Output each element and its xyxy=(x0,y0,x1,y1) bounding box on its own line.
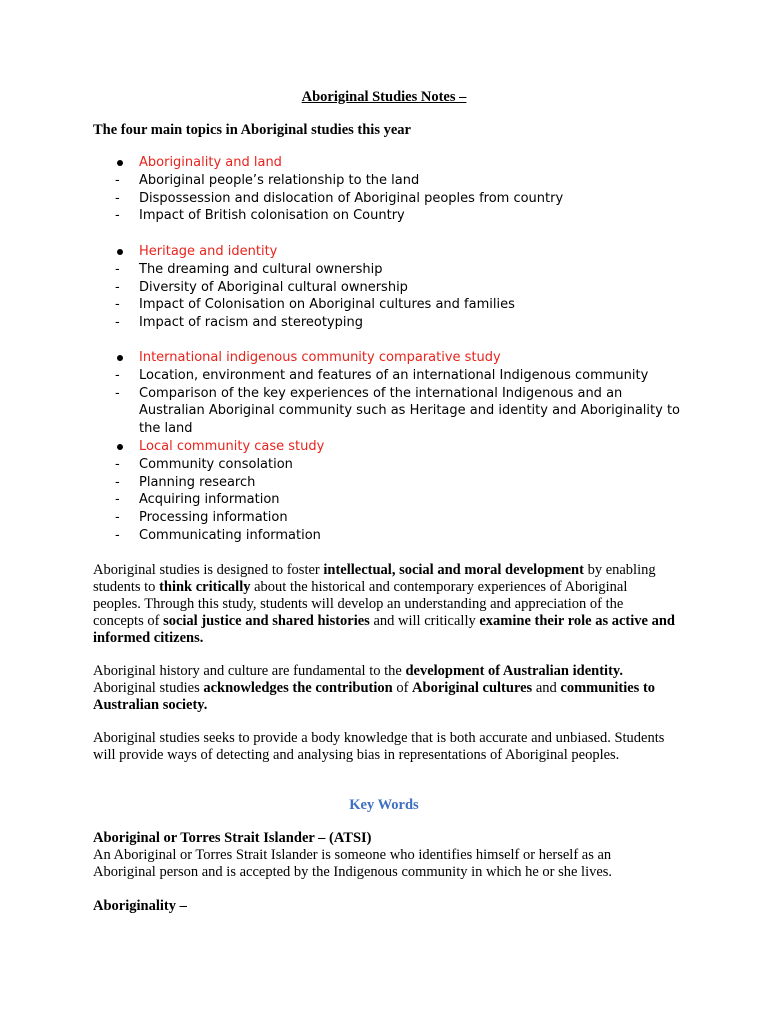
dash-marker: - xyxy=(115,367,120,383)
dash-marker: - xyxy=(115,261,120,277)
list-item xyxy=(111,279,691,297)
list-item-text: Location, environment and features of an international Indigenous community xyxy=(139,367,649,383)
list-item xyxy=(111,367,691,385)
keyword-definition-atsi: An Aboriginal or Torres Strait Islander is someone who identifies himself or herself as an Aboriginal person and is accepted by the Indigenous community in which he or she lives. xyxy=(93,847,613,880)
dash-marker: - xyxy=(115,510,120,526)
paragraph-purpose: Aboriginal studies is designed to foster intellectual, social and moral development by enabling students to think critically about the historical and contemporary experiences of Aboriginal peoples. Through this study, students will develop an understanding and appreciation of the concepts of social justice and shared histories and will critically examine their role as active and informed citizens. xyxy=(93,562,675,646)
list-item-text: Impact of Colonisation on Aboriginal cultures and families xyxy=(139,297,515,313)
list-item xyxy=(111,385,691,438)
topic-list-heritage-and-identity xyxy=(111,243,691,332)
keyword-term-atsi: Aboriginal or Torres Strait Islander – (ATSI) xyxy=(93,830,372,846)
topic-heading-row xyxy=(111,154,691,172)
list-item-text: Dispossession and dislocation of Aboriginal peoples from country xyxy=(139,190,564,206)
topic-list-aboriginality-and-land xyxy=(111,154,691,225)
list-item-text: Aboriginal people’s relationship to the land xyxy=(139,172,420,188)
list-item xyxy=(111,296,691,314)
list-item-text: Acquiring information xyxy=(139,492,280,508)
bullet-marker xyxy=(111,154,139,172)
subtitle: The four main topics in Aboriginal studies this year xyxy=(93,122,411,138)
list-item xyxy=(111,474,691,492)
topic-heading-row xyxy=(111,243,691,261)
dash-marker: - xyxy=(115,385,120,401)
dash-marker: - xyxy=(115,492,120,508)
list-item xyxy=(111,509,691,527)
list-item-text: Planning research xyxy=(139,474,256,490)
list-item-text: Communicating information xyxy=(139,527,321,543)
list-item xyxy=(111,314,691,332)
topic-list-local-case-study xyxy=(111,438,691,545)
list-item-text: Community consolation xyxy=(139,456,293,472)
list-item-text: Diversity of Aboriginal cultural ownership xyxy=(139,279,408,295)
topic-list-international-study xyxy=(111,349,691,438)
bullet-marker xyxy=(111,438,139,456)
dash-marker: - xyxy=(115,456,120,472)
dash-marker: - xyxy=(115,172,120,188)
key-words-heading: Key Words xyxy=(349,797,419,813)
list-item xyxy=(111,491,691,509)
dash-marker: - xyxy=(115,279,120,295)
list-item xyxy=(111,190,691,208)
dash-marker: - xyxy=(115,190,120,206)
bullet-marker xyxy=(111,349,139,367)
paragraph-bias: Aboriginal studies seeks to provide a body knowledge that is both accurate and unbiased. Students will provide ways of detecting and analysing bias in representations of Aboriginal peoples. xyxy=(93,730,665,763)
topic-heading-row xyxy=(111,438,691,456)
page-title: Aboriginal Studies Notes – xyxy=(301,89,467,105)
topic-heading-row xyxy=(111,349,691,367)
topic-heading: Aboriginality and land xyxy=(139,155,282,170)
topic-heading: Local community case study xyxy=(139,439,325,454)
list-item xyxy=(111,261,691,279)
dash-marker: - xyxy=(115,297,120,313)
list-item-text: The dreaming and cultural ownership xyxy=(139,261,383,277)
list-item-text: Processing information xyxy=(139,510,288,526)
list-item xyxy=(111,456,691,474)
list-item-text: Comparison of the key experiences of the international Indigenous and an Australian Aboriginal community such as Heritage and identity and Aboriginality to the land xyxy=(139,385,680,437)
dash-marker: - xyxy=(115,474,120,490)
dash-marker: - xyxy=(115,315,120,331)
list-item-text: Impact of British colonisation on Country xyxy=(139,208,405,224)
list-item-text: Impact of racism and stereotyping xyxy=(139,315,364,331)
keyword-term-aboriginality: Aboriginality – xyxy=(93,898,187,914)
bullet-marker xyxy=(111,243,139,261)
list-item xyxy=(111,207,691,225)
dash-marker: - xyxy=(115,208,120,224)
topic-heading: International indigenous community comparative study xyxy=(139,350,501,365)
paragraph-identity: Aboriginal history and culture are fundamental to the development of Australian identity. Aboriginal studies acknowledges the contribution of Aboriginal cultures and communities to Australian society. xyxy=(93,663,656,713)
dash-marker: - xyxy=(115,527,120,543)
list-item xyxy=(111,172,691,190)
topic-heading: Heritage and identity xyxy=(139,244,278,259)
list-item xyxy=(111,527,691,545)
